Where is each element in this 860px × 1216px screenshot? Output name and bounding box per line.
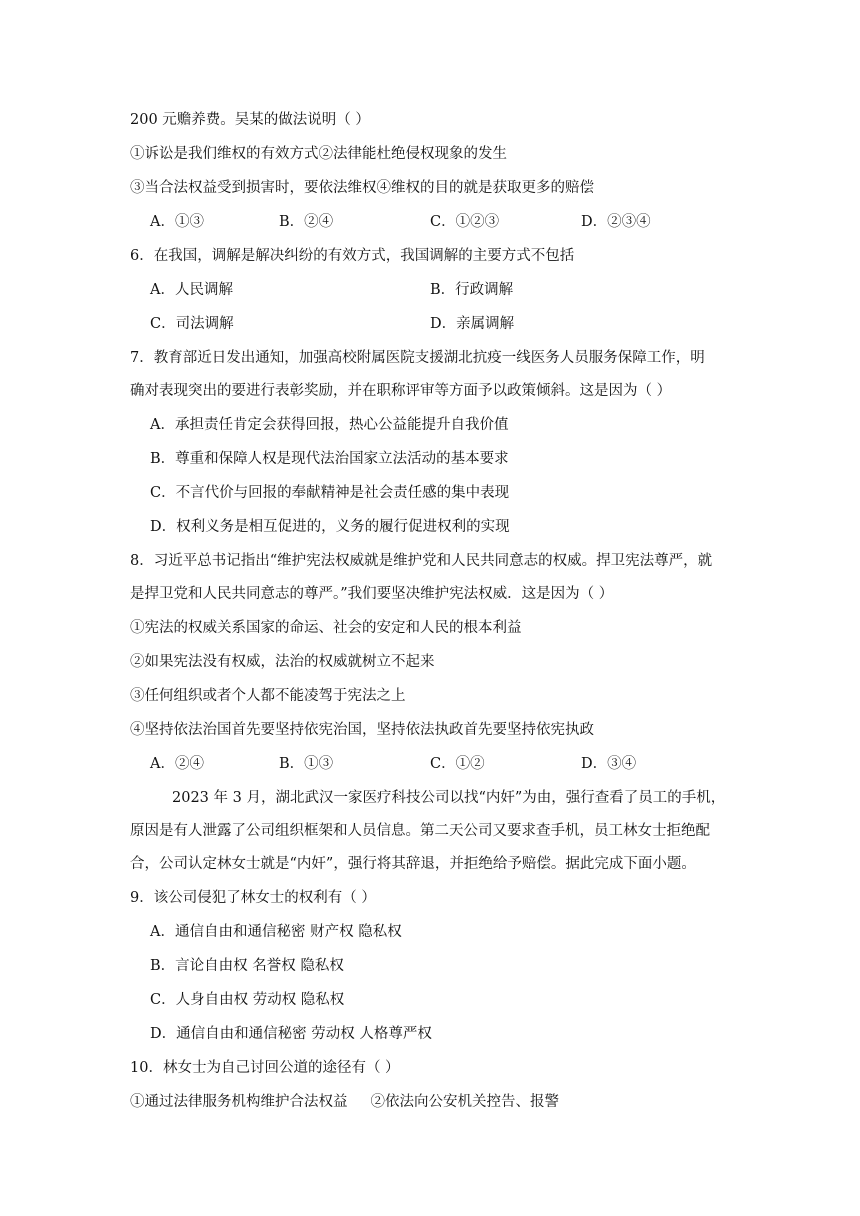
q7-option-b: B．尊重和保障人权是现代法治国家立法活动的基本要求	[150, 451, 509, 467]
material-line-1: 2023 年 3 月，湖北武汉一家医疗科技公司以找“内奸”为由，强行查看了员工的手机，	[172, 790, 726, 806]
q8-statement-2: ②如果宪法没有权威，法治的权威就树立不起来	[130, 654, 435, 670]
q8-statement-4: ④坚持依法治国首先要坚持依宪治国，坚持依法执政首先要坚持依宪执政	[130, 722, 594, 738]
q9-option-d: D．通信自由和通信秘密 劳动权 人格尊严权	[150, 1026, 432, 1042]
q5-statement-3-4: ③当合法权益受到损害时，要依法维权④维权的目的就是获取更多的赔偿	[130, 180, 594, 196]
q9-option-c: C．人身自由权 劳动权 隐私权	[150, 992, 345, 1008]
q6-option-b: B．行政调解	[430, 282, 514, 298]
q7-stem-line-1: 7．教育部近日发出通知，加强高校附属医院支援湖北抗疫一线医务人员服务保障工作，明	[130, 350, 705, 366]
q6-option-a: A．人民调解	[150, 282, 233, 298]
q9-option-a: A．通信自由和通信秘密 财产权 隐私权	[150, 924, 402, 940]
q5-option-c: C．①②③	[430, 214, 500, 230]
q8-stem-line-1: 8．习近平总书记指出“维护宪法权威就是维护党和人民共同意志的权威。捍卫宪法尊严，就	[130, 553, 713, 569]
q9-stem: 9．该公司侵犯了林女士的权利有（ ）	[130, 890, 376, 906]
q8-option-c: C．①②	[430, 756, 485, 772]
q6-option-d: D．亲属调解	[430, 316, 515, 332]
q10-stem: 10．林女士为自己讨回公道的途径有（ ）	[130, 1060, 400, 1076]
q5-option-b: B．②④	[279, 214, 334, 230]
q8-option-b: B．①③	[279, 756, 334, 772]
q6-option-c: C．司法调解	[150, 316, 234, 332]
q7-stem-line-2: 确对表现突出的要进行表彰奖励，并在职称评审等方面予以政策倾斜。这是因为（ ）	[130, 383, 672, 399]
q9-option-b: B．言论自由权 名誉权 隐私权	[150, 958, 344, 974]
q8-option-d: D．③④	[581, 756, 637, 772]
q5-stem-tail: 200 元赡养费。吴某的做法说明（ ）	[130, 112, 370, 128]
q8-statement-1: ①宪法的权威关系国家的命运、社会的安定和人民的根本利益	[130, 620, 522, 636]
q7-option-d: D．权利义务是相互促进的，义务的履行促进权利的实现	[150, 519, 510, 535]
q5-option-a: A．①③	[150, 214, 204, 230]
q5-statement-1-2: ①诉讼是我们维权的有效方式②法律能杜绝侵权现象的发生	[130, 146, 507, 162]
q6-stem: 6．在我国，调解是解决纠纷的有效方式，我国调解的主要方式不包括	[130, 248, 575, 264]
q10-statements-1-2: ①通过法律服务机构维护合法权益 ②依法向公安机关控告、报警	[130, 1094, 560, 1110]
q8-statement-3: ③任何组织或者个人都不能凌驾于宪法之上	[130, 688, 406, 704]
q7-option-c: C．不言代价与回报的奉献精神是社会责任感的集中表现	[150, 485, 510, 501]
q7-option-a: A．承担责任肯定会获得回报，热心公益能提升自我价值	[150, 417, 509, 433]
material-line-2: 原因是有人泄露了公司组织框架和人员信息。第二天公司又要求查手机，员工林女士拒绝配	[130, 823, 710, 839]
q8-stem-line-2: 是捍卫党和人民共同意志的尊严。”我们要坚决维护宪法权威．这是因为（ ）	[130, 586, 614, 602]
material-line-3: 合，公司认定林女士就是“内奸”，强行将其辞退，并拒绝给予赔偿。据此完成下面小题。	[130, 856, 696, 872]
q5-option-d: D．②③④	[581, 214, 651, 230]
q8-option-a: A．②④	[150, 756, 204, 772]
